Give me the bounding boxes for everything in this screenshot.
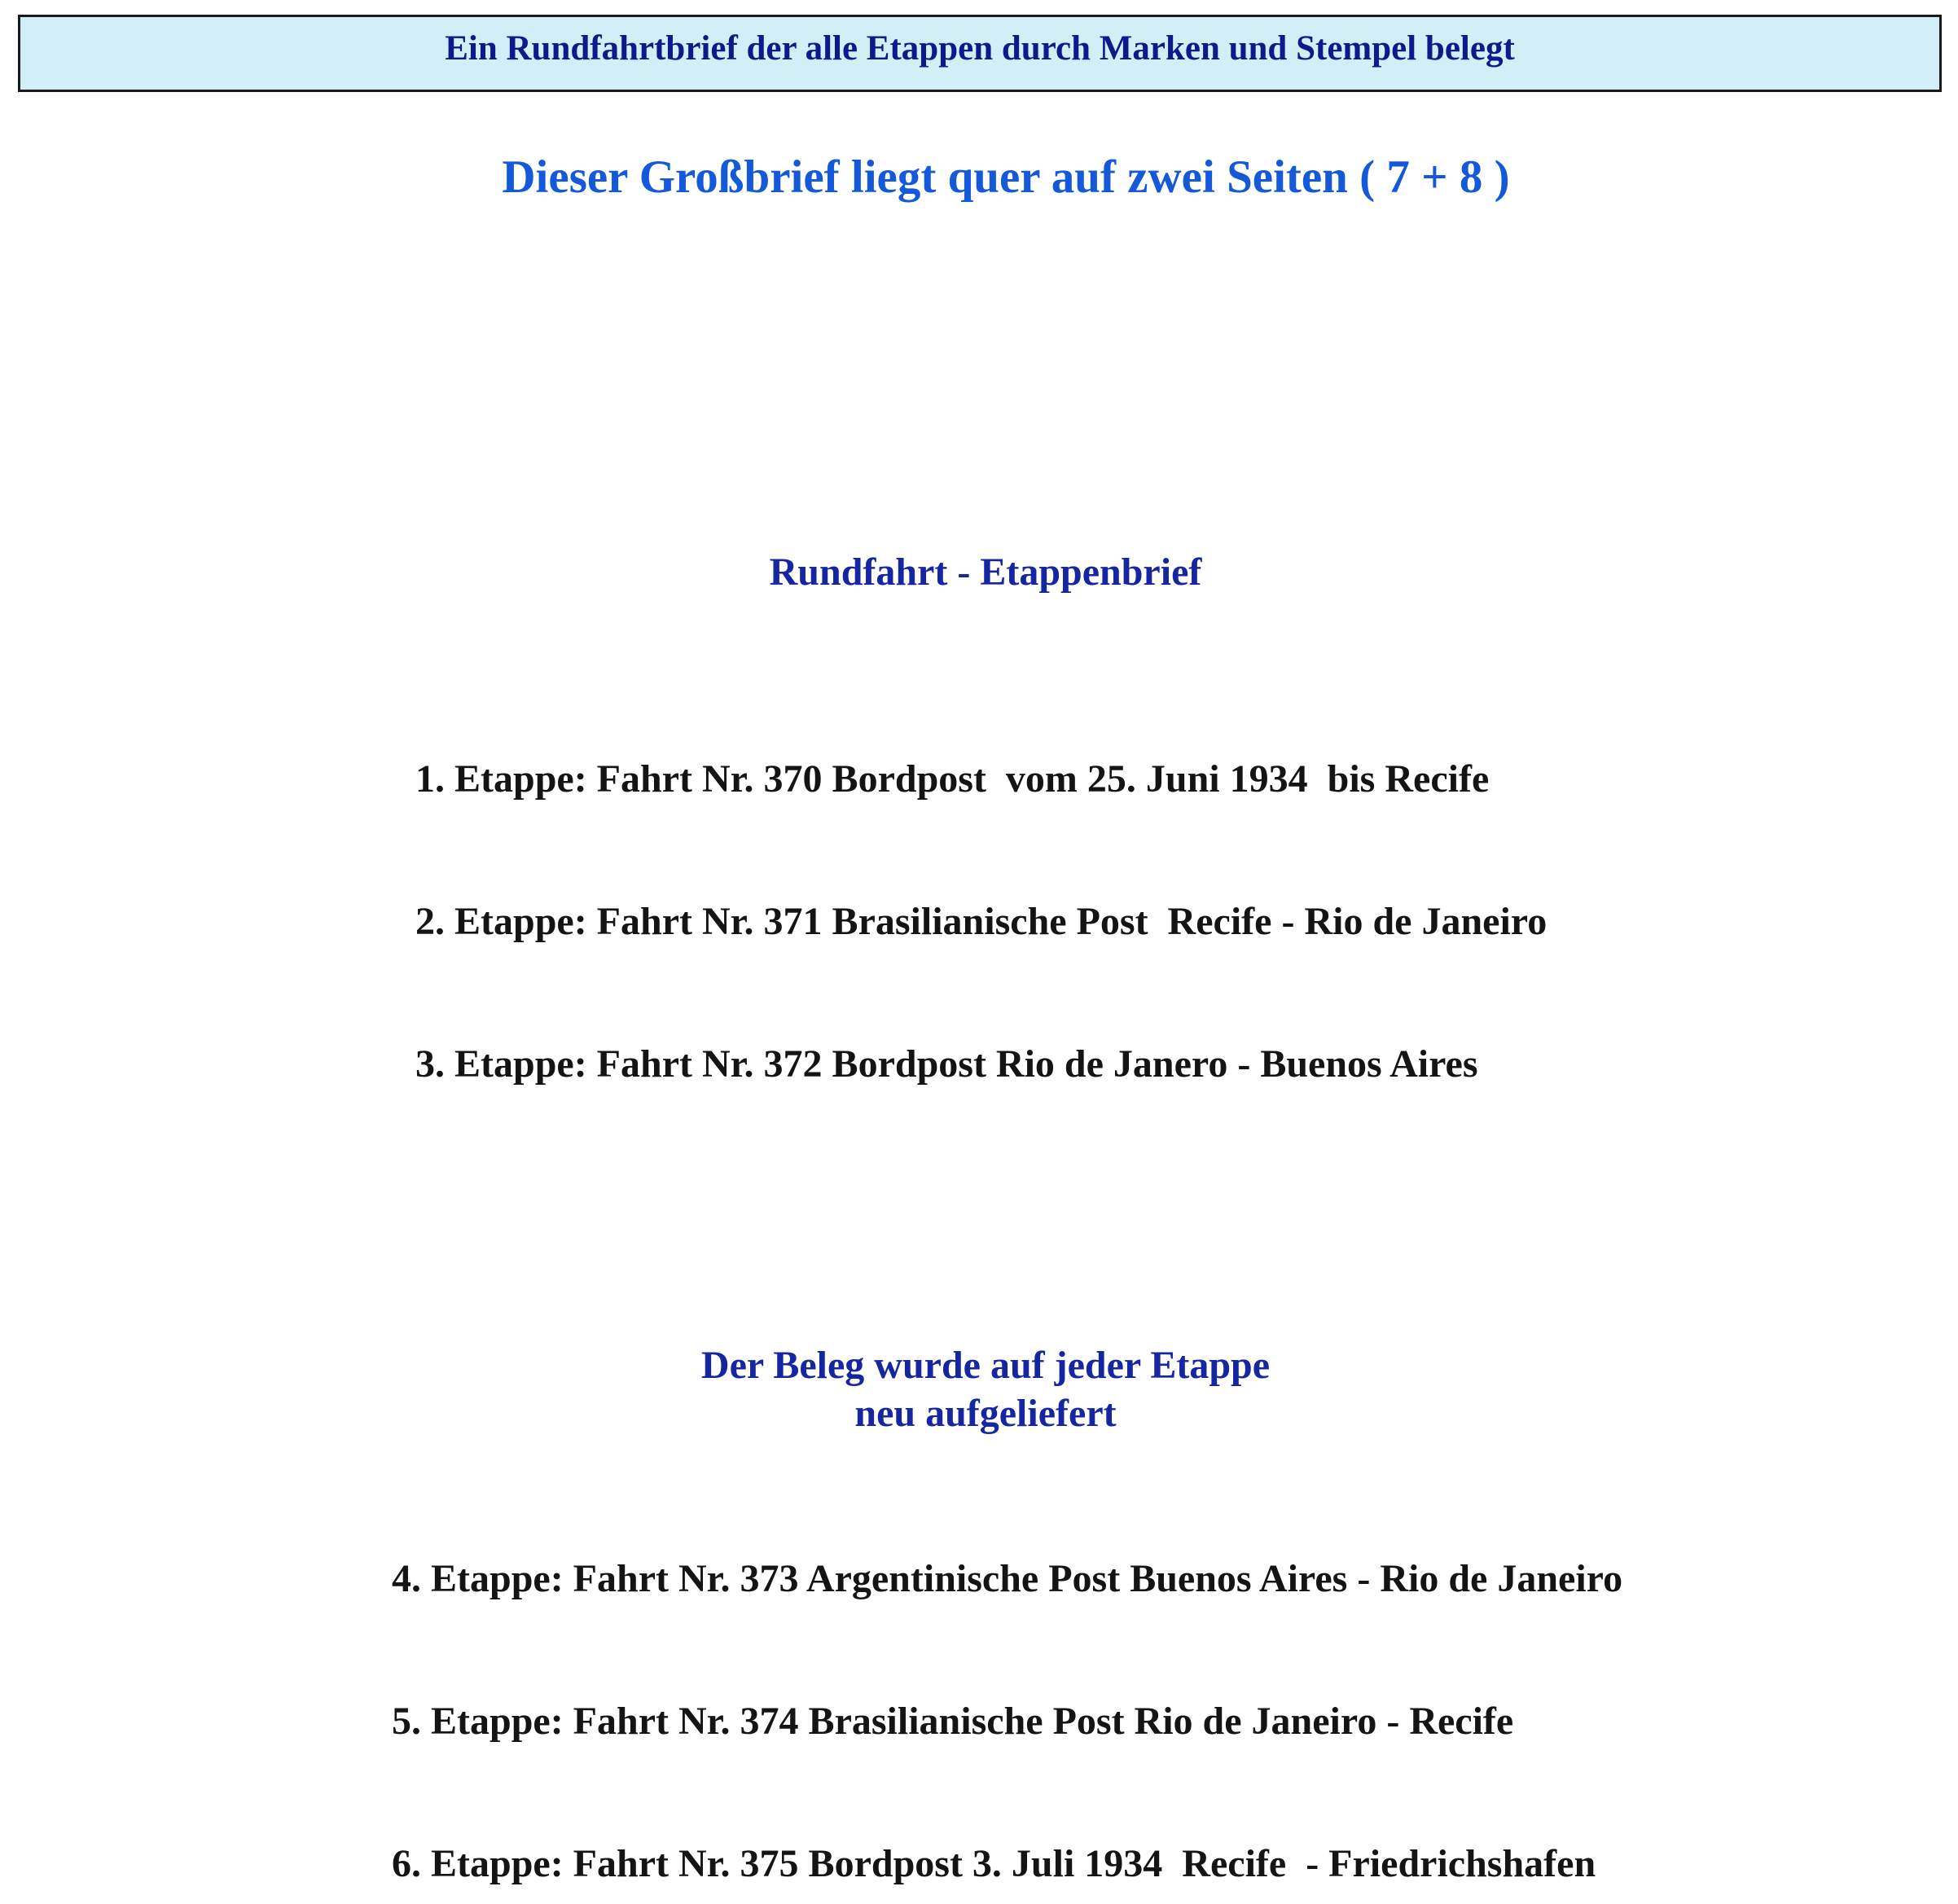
delivery-note (0, 1341, 1958, 1437)
stage-5-text: 5. Etappe: Fahrt Nr. 374 Brasilianische Post Rio de Janeiro - Recife (392, 1700, 1514, 1743)
stage-2-text: 2. Etappe: Fahrt Nr. 371 Brasilianische Post Recife - Rio de Janeiro (415, 900, 1548, 943)
header-box (18, 15, 1942, 92)
stage-6-text: 6. Etappe: Fahrt Nr. 375 Bordpost 3. Juli 1934 Recife - Friedrichshafen (392, 1842, 1596, 1885)
header-title: Ein Rundfahrtbrief der alle Etappen durch Marken und Stempel belegt (445, 29, 1515, 68)
stage-1-text: 1. Etappe: Fahrt Nr. 370 Bordpost vom 25. Juni 1934 bis Recife (415, 757, 1490, 801)
stage-3-text: 3. Etappe: Fahrt Nr. 372 Bordpost Rio de Janero - Buenos Aires (415, 1042, 1478, 1086)
stage-4-text: 4. Etappe: Fahrt Nr. 373 Argentinische Post Buenos Aires - Rio de Janeiro (392, 1557, 1623, 1600)
page-subtitle: Dieser Großbrief liegt quer auf zwei Seiten ( 7 + 8 ) (502, 151, 1510, 203)
section-title: Rundfahrt - Etappenbrief (769, 551, 1202, 594)
delivery-note-line-2: neu aufgeliefert (854, 1392, 1117, 1435)
delivery-note-line-1: Der Beleg wurde auf jeder Etappe (700, 1344, 1271, 1387)
